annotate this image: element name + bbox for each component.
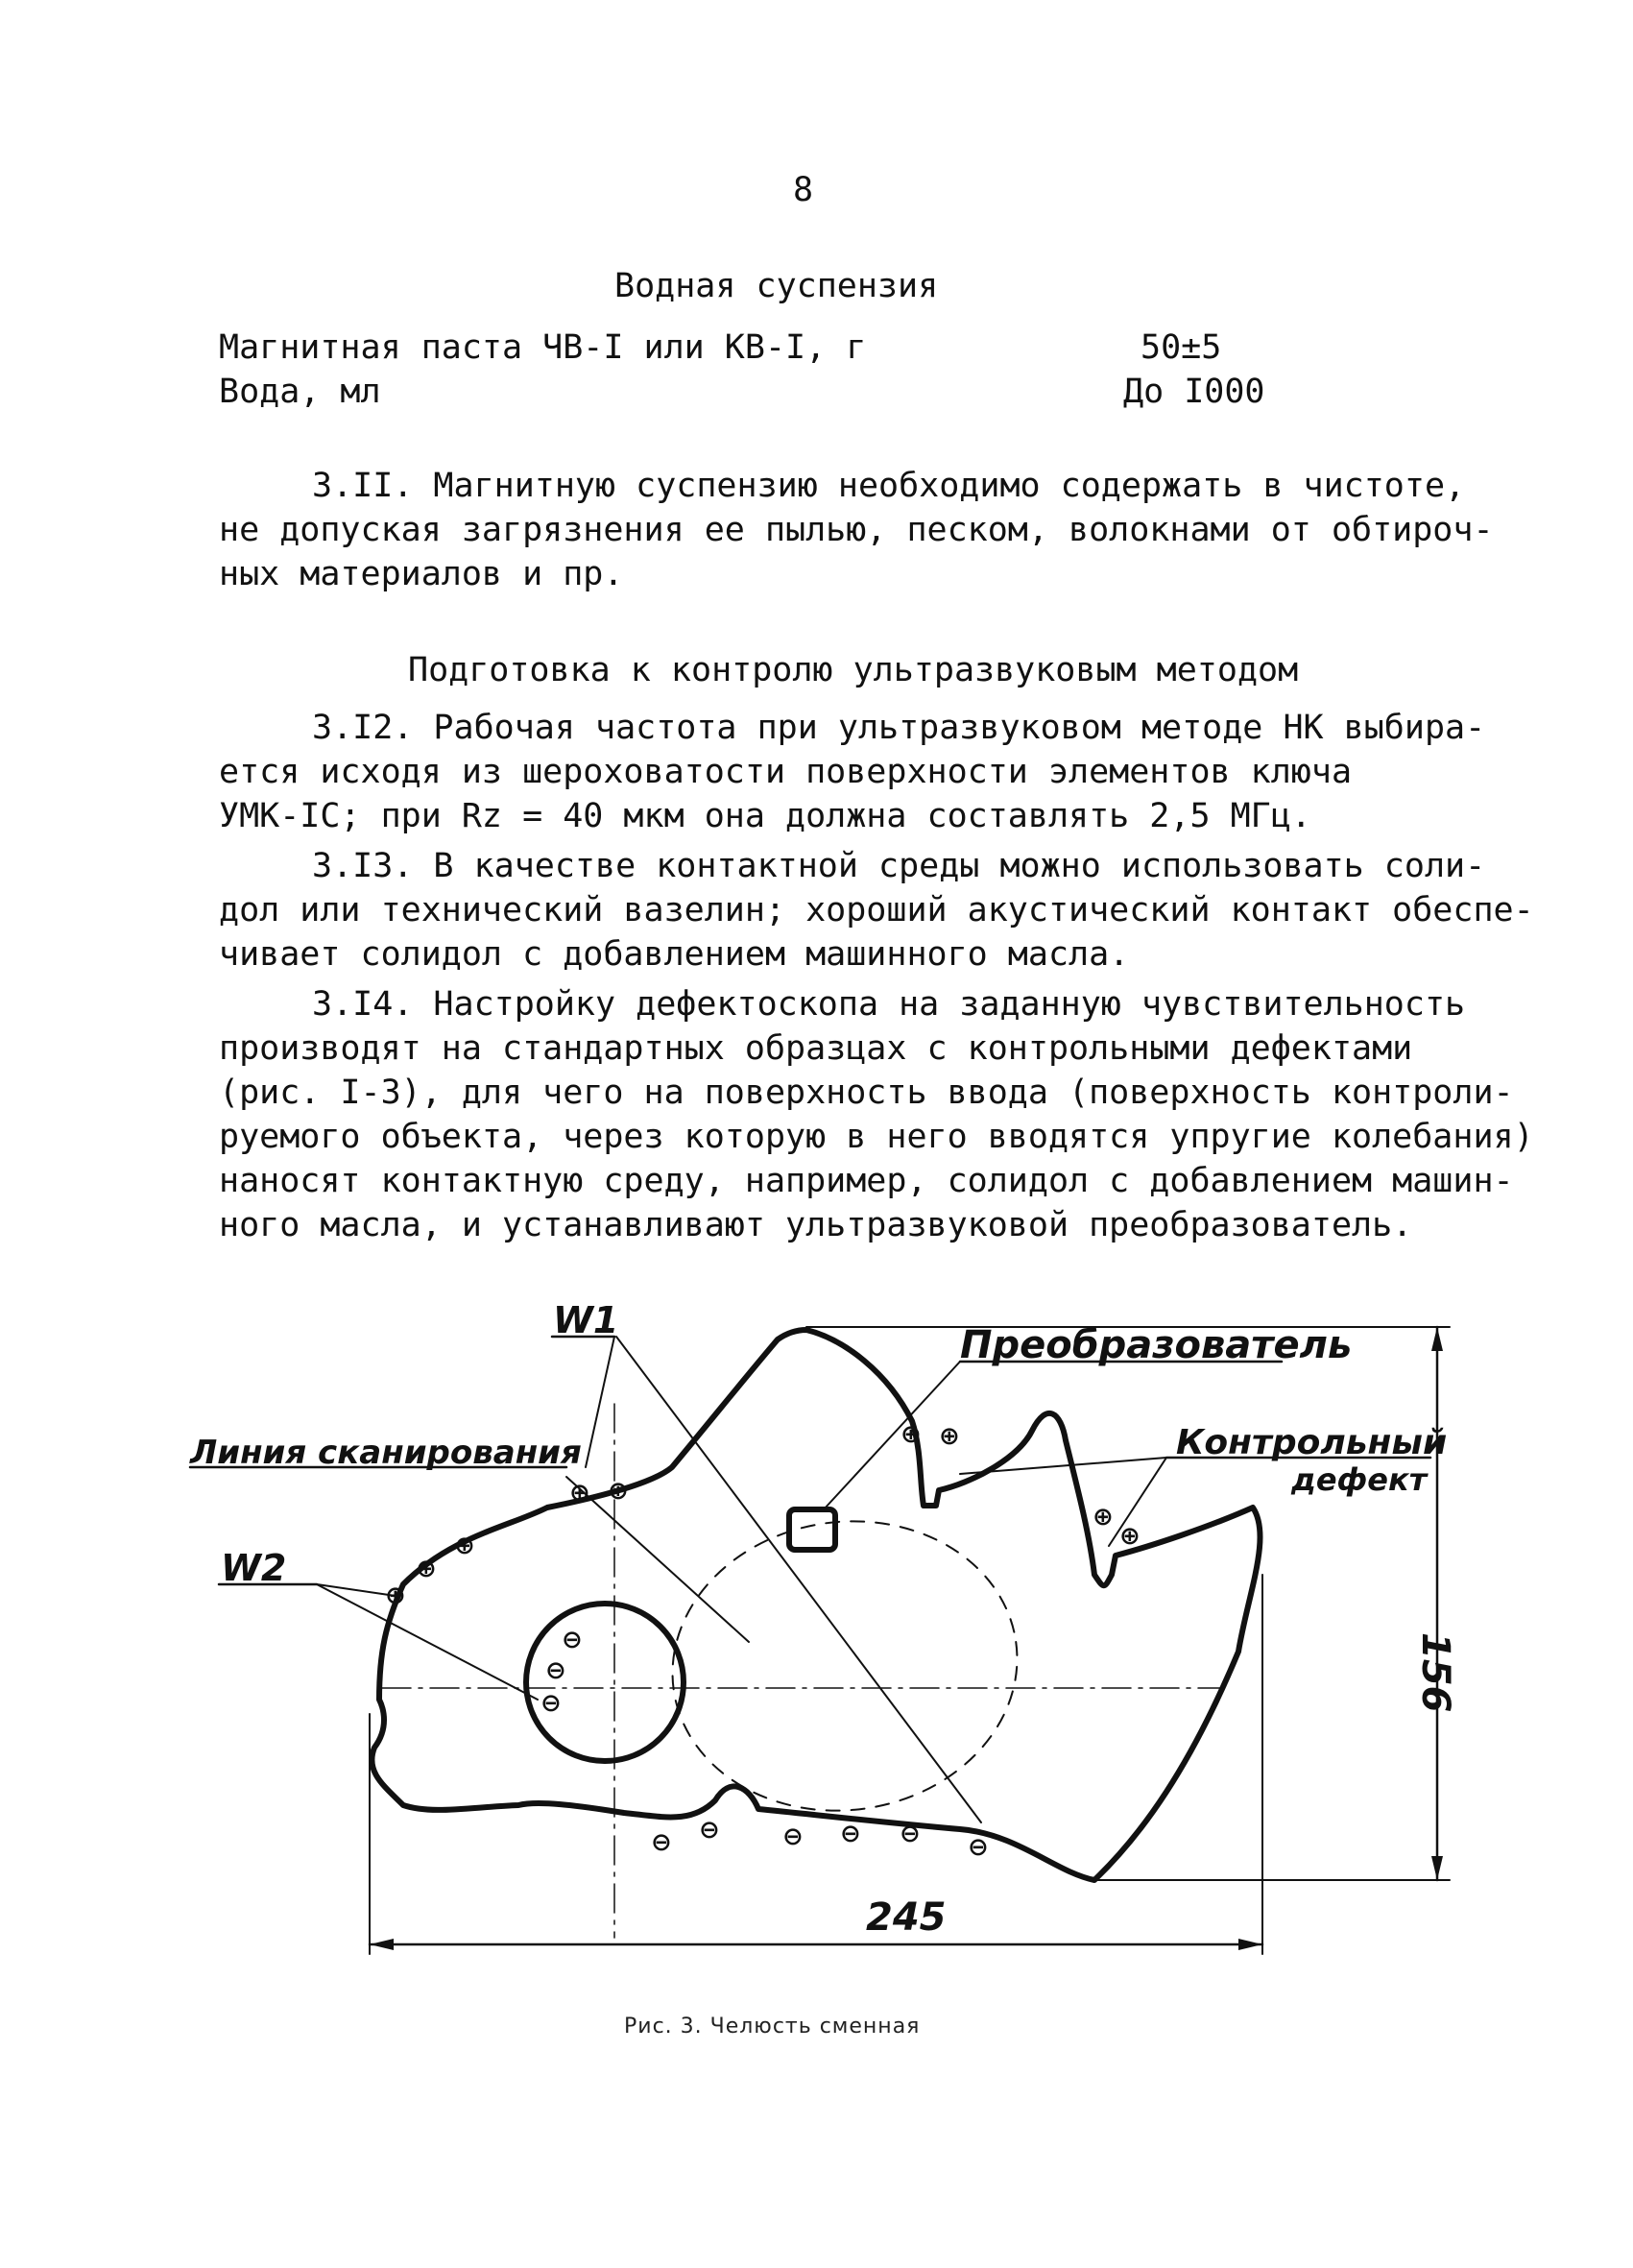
plus-symbol: ⊕ — [454, 1532, 475, 1560]
leader-w2-b — [317, 1584, 538, 1700]
section-title-suspension: Водная суспензия — [614, 267, 939, 305]
table-row-value: 50±5 — [1141, 328, 1222, 367]
scan-path-ellipse — [654, 1499, 1036, 1832]
paragraph-line: 3.I2. Рабочая частота при ультразвуковом методе НК выбира- — [312, 709, 1486, 747]
paragraph-line: ного масла, и устанавливают ультразвуковой преобразователь. — [219, 1206, 1413, 1244]
minus-symbol: ⊖ — [562, 1626, 583, 1654]
paragraph-line: чивает солидол с добавлением машинного масла. — [219, 935, 1130, 974]
plus-symbol: ⊕ — [608, 1477, 629, 1506]
paragraph-line: дол или технический вазелин; хороший акустический контакт обеспе- — [219, 891, 1534, 929]
paragraph-line: 3.I3. В качестве контактной среды можно использовать соли- — [312, 847, 1486, 885]
arrow-top — [1431, 1327, 1443, 1351]
leader-scan — [566, 1477, 749, 1642]
minus-symbol: ⊖ — [900, 1820, 921, 1848]
paragraph-line: руемого объекта, через которую в него вводятся упругие колебания) — [219, 1118, 1534, 1156]
label-w1: W1 — [553, 1299, 619, 1341]
arrow-right — [1238, 1939, 1262, 1950]
paragraph-line: не допуская загрязнения ее пылью, песком, волокнами от обтироч- — [219, 511, 1494, 549]
label-scan-line: Линия сканирования — [190, 1434, 582, 1472]
label-defect-line2: дефект — [1291, 1461, 1428, 1498]
label-defect-line1: Контрольный — [1176, 1423, 1448, 1462]
paragraph-line: производят на стандартных образцах с контрольными дефектами — [219, 1029, 1413, 1068]
transducer-square — [789, 1509, 835, 1550]
label-w2: W2 — [221, 1547, 287, 1589]
label-transducer: Преобразователь — [960, 1323, 1353, 1367]
plus-symbol: ⊕ — [1119, 1522, 1141, 1551]
paragraph-line: наносят контактную среду, например, солидол с добавлением машин- — [219, 1162, 1514, 1200]
paragraph-line: ных материалов и пр. — [219, 555, 624, 593]
label-dim-width: 245 — [866, 1895, 947, 1940]
table-row-value: До I000 — [1123, 373, 1265, 411]
label-dim-height: 156 — [1413, 1632, 1457, 1713]
section-title-ultrasonic: Подготовка к контролю ультразвуковым методом — [408, 651, 1299, 689]
minus-symbol: ⊖ — [540, 1689, 562, 1718]
paragraph-line: 3.I4. Настройку дефектоскопа на заданную чувствительность — [312, 985, 1466, 1024]
paragraph-line: 3.II. Магнитную суспензию необходимо содержать в чистоте, — [312, 467, 1466, 505]
leader-w1-b — [616, 1337, 981, 1822]
paragraph-line: ется исходя из шероховатости поверхности элементов ключа — [219, 753, 1353, 791]
minus-symbol: ⊖ — [651, 1828, 672, 1857]
plus-symbol: ⊕ — [385, 1581, 406, 1610]
plus-symbol: ⊕ — [416, 1555, 437, 1583]
paragraph-line: УМК-IC; при Rz = 40 мкм она должна составлять 2,5 МГц. — [219, 797, 1311, 835]
minus-symbol: ⊖ — [545, 1656, 566, 1685]
plus-symbol: ⊕ — [569, 1479, 590, 1508]
paragraph-line: (рис. I-3), для чего на поверхность ввода (поверхность контроли- — [219, 1074, 1514, 1112]
minus-symbol: ⊖ — [782, 1822, 804, 1851]
table-row-label: Магнитная паста ЧВ-I или КВ-I, г — [219, 328, 867, 367]
minus-symbol: ⊖ — [840, 1820, 861, 1848]
arrow-bottom — [1431, 1856, 1443, 1880]
plus-symbol: ⊕ — [901, 1420, 922, 1449]
figure-caption: Рис. 3. Челюсть сменная — [624, 2015, 921, 2039]
jaw-outline — [372, 1330, 1260, 1880]
page-number: 8 — [793, 171, 814, 209]
leader-defect-a — [960, 1458, 1166, 1474]
arrow-left — [370, 1939, 394, 1950]
minus-symbol: ⊖ — [968, 1833, 989, 1862]
leader-w1-a — [586, 1337, 614, 1467]
table-row-label: Вода, мл — [219, 373, 381, 411]
plus-symbol: ⊕ — [1093, 1503, 1114, 1532]
plus-symbol: ⊕ — [939, 1422, 960, 1451]
minus-symbol: ⊖ — [699, 1816, 720, 1845]
